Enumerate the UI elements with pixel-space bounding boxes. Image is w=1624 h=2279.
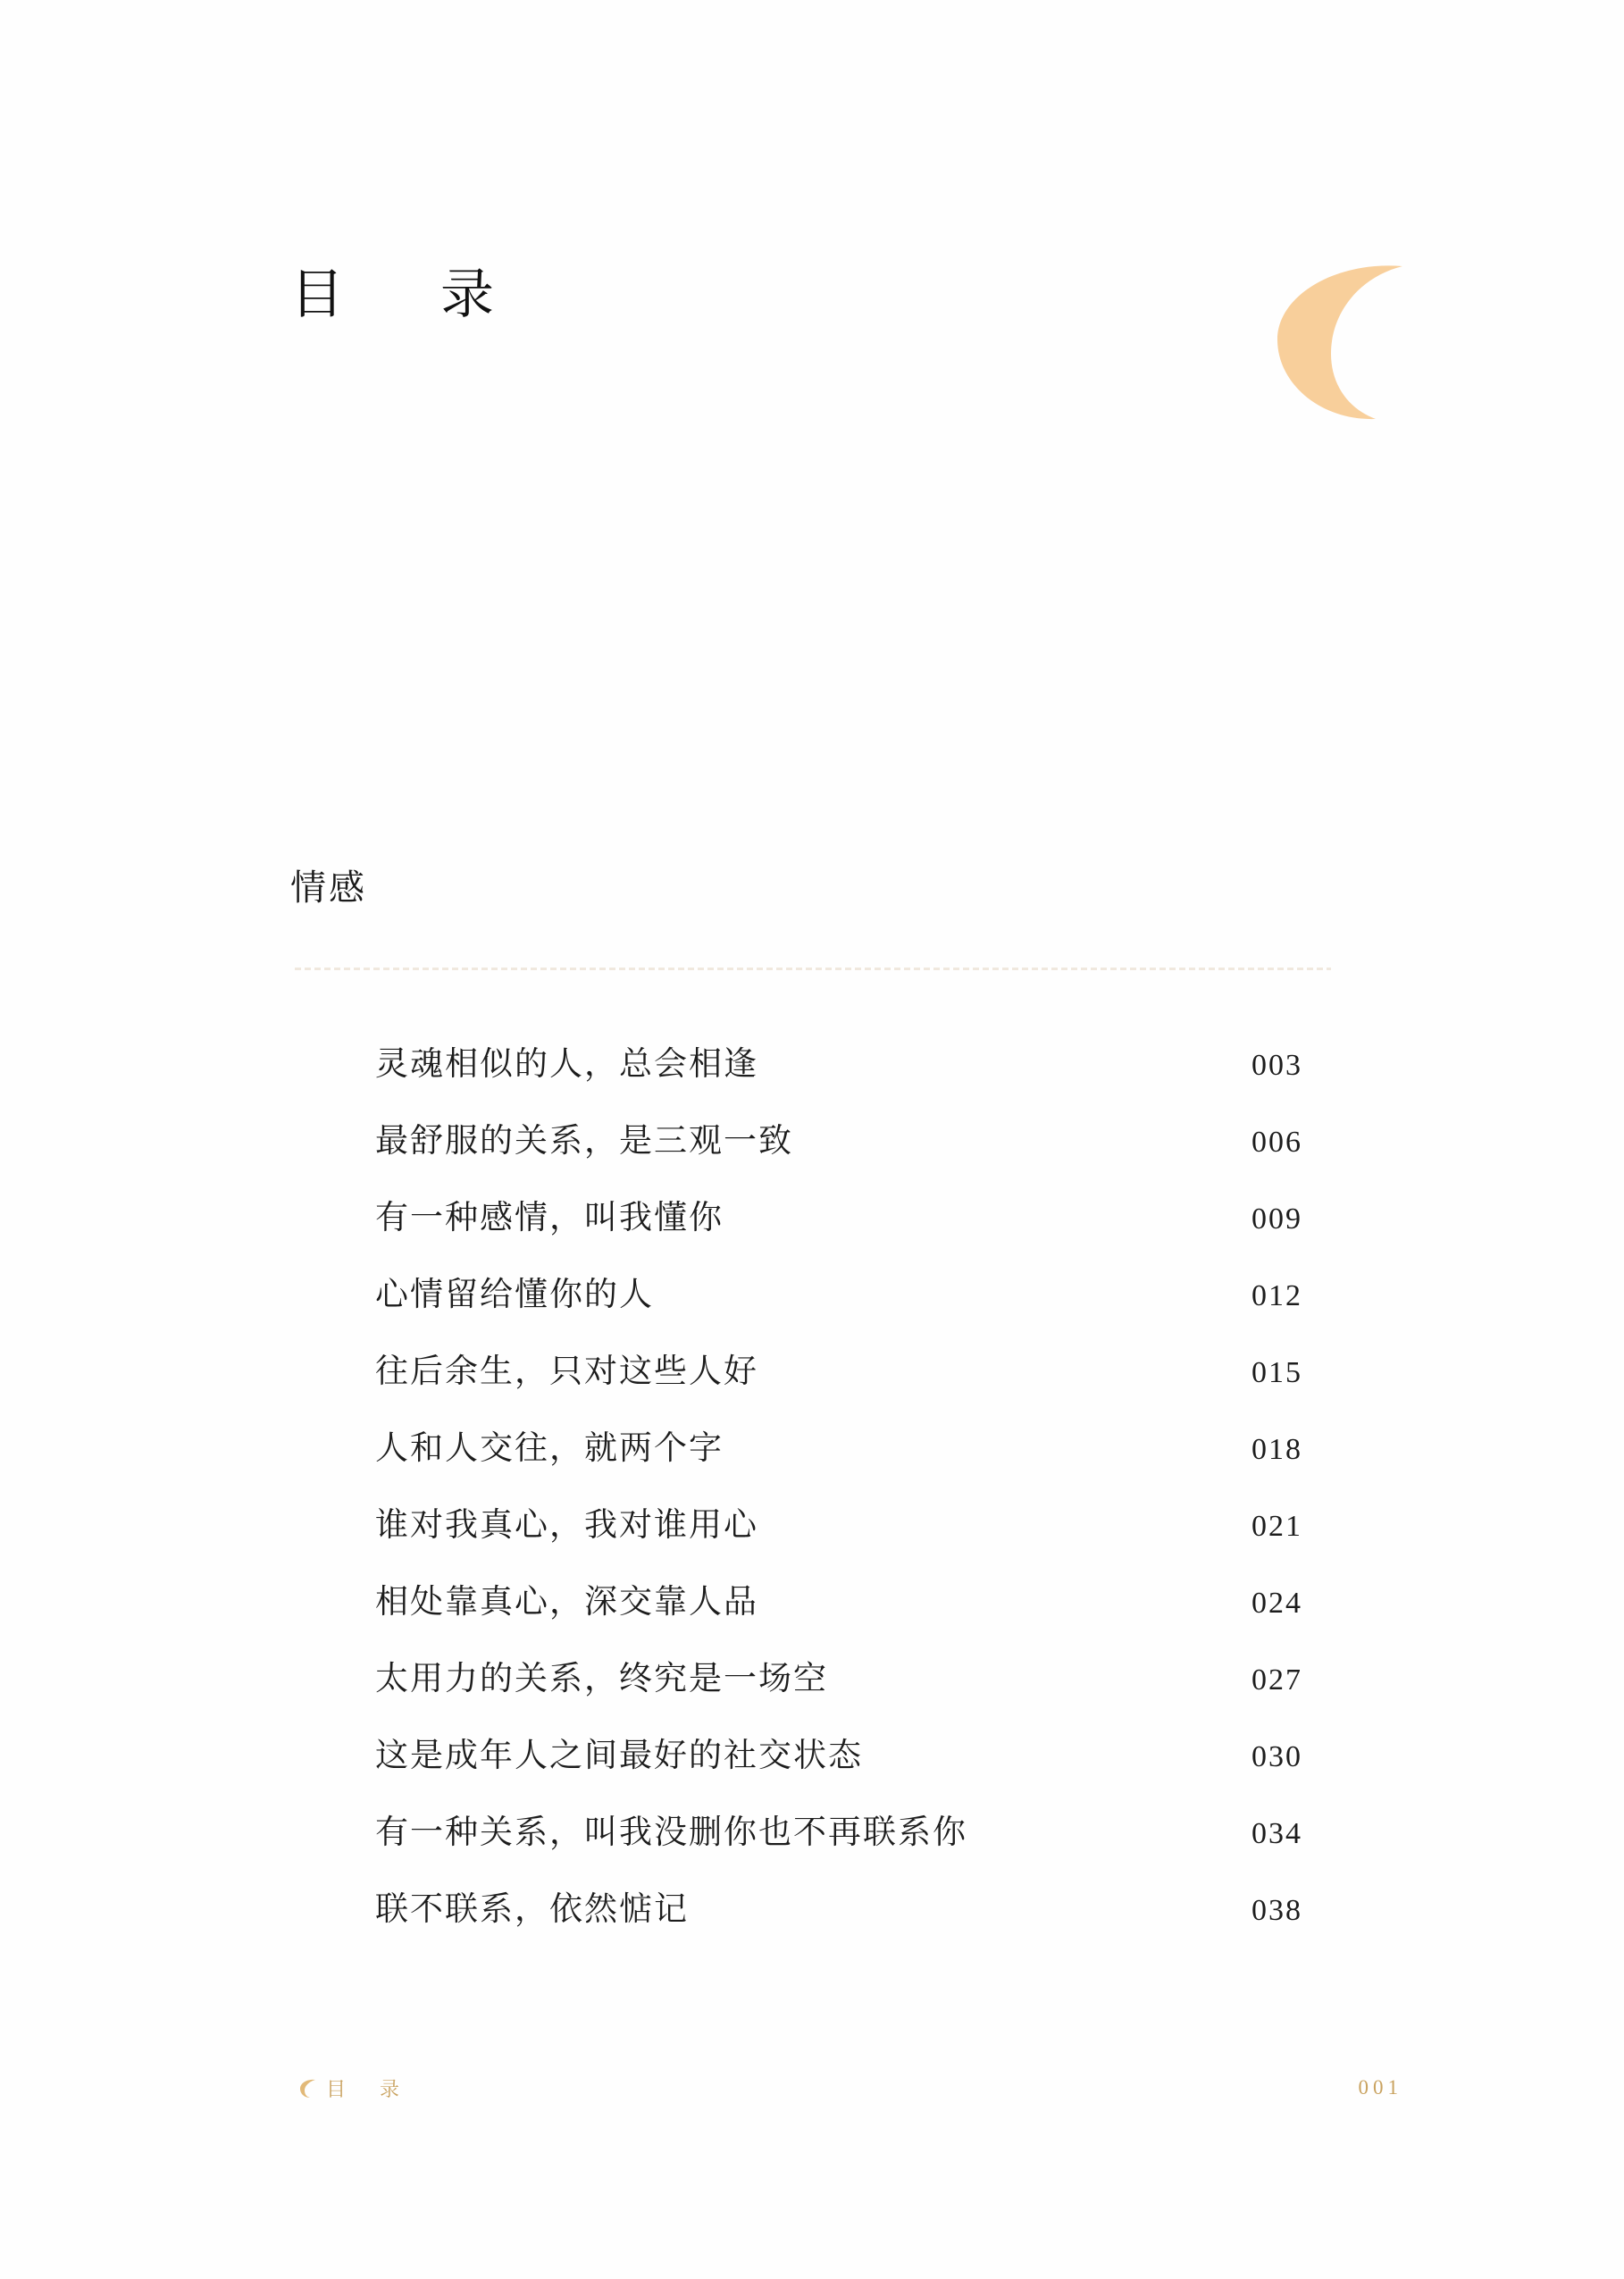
list-item[interactable]: [290, 1420, 1362, 1497]
toc-entry-page: 034: [1251, 1817, 1302, 1850]
toc-entry-page: 021: [1251, 1510, 1302, 1543]
toc-entry-label: 有一种感情，叫我懂你: [375, 1200, 724, 1236]
toc-entry-page: 018: [1251, 1433, 1302, 1466]
toc-entry-page: 038: [1251, 1894, 1302, 1927]
toc-entry-page: 015: [1251, 1356, 1302, 1389]
toc-entry-page: 030: [1251, 1740, 1302, 1773]
list-item[interactable]: [290, 1036, 1362, 1113]
crescent-moon-icon: [299, 2078, 317, 2099]
toc-entry-label: 谁对我真心，我对谁用心: [375, 1507, 758, 1544]
list-item[interactable]: [290, 1881, 1362, 1958]
toc-entry-page: 027: [1251, 1663, 1302, 1697]
footer-label: 目 录: [326, 2078, 407, 2100]
list-item[interactable]: [290, 1497, 1362, 1574]
toc-entry-label: 灵魂相似的人，总会相逢: [375, 1046, 758, 1083]
list-item[interactable]: [290, 1113, 1362, 1190]
page-footer: [0, 2074, 1624, 2110]
list-item[interactable]: [290, 1190, 1362, 1267]
toc-entry-label: 有一种关系，叫我没删你也不再联系你: [375, 1814, 967, 1851]
toc-entry-page: 024: [1251, 1587, 1302, 1620]
list-item[interactable]: [290, 1805, 1362, 1881]
section-heading: 情感: [290, 868, 367, 908]
toc-entry-label: 心情留给懂你的人: [375, 1277, 654, 1313]
toc-entry-label: 往后余生，只对这些人好: [375, 1353, 758, 1390]
toc-entry-label: 人和人交往，就两个字: [375, 1430, 724, 1467]
list-item[interactable]: [290, 1728, 1362, 1805]
footer-left-group: [299, 2074, 406, 2102]
page-title: 目 录: [290, 265, 515, 324]
toc-entry-page: 009: [1251, 1202, 1302, 1236]
list-item[interactable]: [290, 1267, 1362, 1344]
toc-entry-page: 003: [1251, 1049, 1302, 1082]
toc-entry-label: 这是成年人之间最好的社交状态: [375, 1738, 863, 1774]
toc-entry-page: 006: [1251, 1126, 1302, 1159]
toc-entry-label: 联不联系，依然惦记: [375, 1891, 689, 1928]
list-item[interactable]: [290, 1574, 1362, 1651]
footer-page-number: 001: [1358, 2076, 1402, 2099]
list-item[interactable]: [290, 1651, 1362, 1728]
toc-list: [290, 1036, 1362, 1958]
list-item[interactable]: [290, 1344, 1362, 1420]
toc-entry-page: 012: [1251, 1279, 1302, 1312]
toc-entry-label: 最舒服的关系，是三观一致: [375, 1123, 793, 1160]
toc-entry-label: 相处靠真心，深交靠人品: [375, 1584, 758, 1621]
section-divider: [295, 968, 1331, 970]
crescent-moon-icon: [1267, 257, 1419, 423]
toc-entry-label: 太用力的关系，终究是一场空: [375, 1661, 828, 1697]
